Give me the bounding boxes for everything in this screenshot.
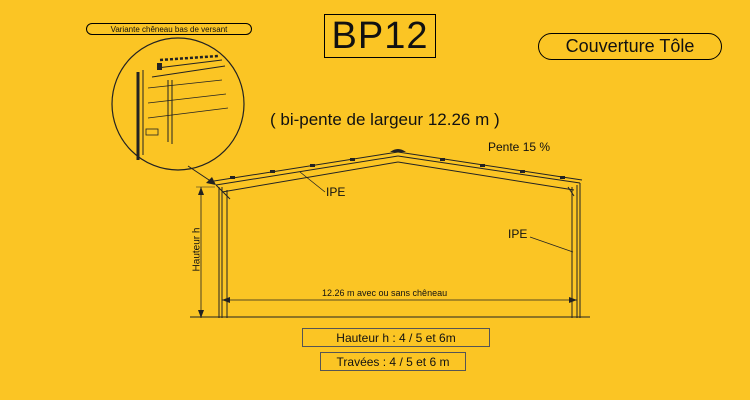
cover-type-badge: Couverture Tôle [538,33,722,60]
ridge-cap [390,149,406,152]
ipe-right-leader [530,237,573,252]
right-column [572,183,580,318]
slope-label: Pente 15 % [488,140,551,154]
variant-caption: Variante chêneau bas de versant [86,23,252,35]
bay-options-box: Travées : 4 / 5 et 6 m [320,352,466,371]
purlins [230,158,565,179]
ipe-left-label: IPE [326,185,346,199]
left-column [219,187,227,318]
ipe-right-label: IPE [508,227,528,241]
left-rafter [214,152,398,199]
subtitle: ( bi-pente de largeur 12.26 m ) [270,110,500,129]
height-label: Hauteur h [191,227,203,272]
span-label: 12.26 m avec ou sans chêneau [322,288,448,298]
height-options-box: Hauteur h : 4 / 5 et 6m [302,328,490,347]
right-rafter [398,152,582,196]
gutter-detail [112,38,244,185]
page-title: BP12 [324,14,436,58]
